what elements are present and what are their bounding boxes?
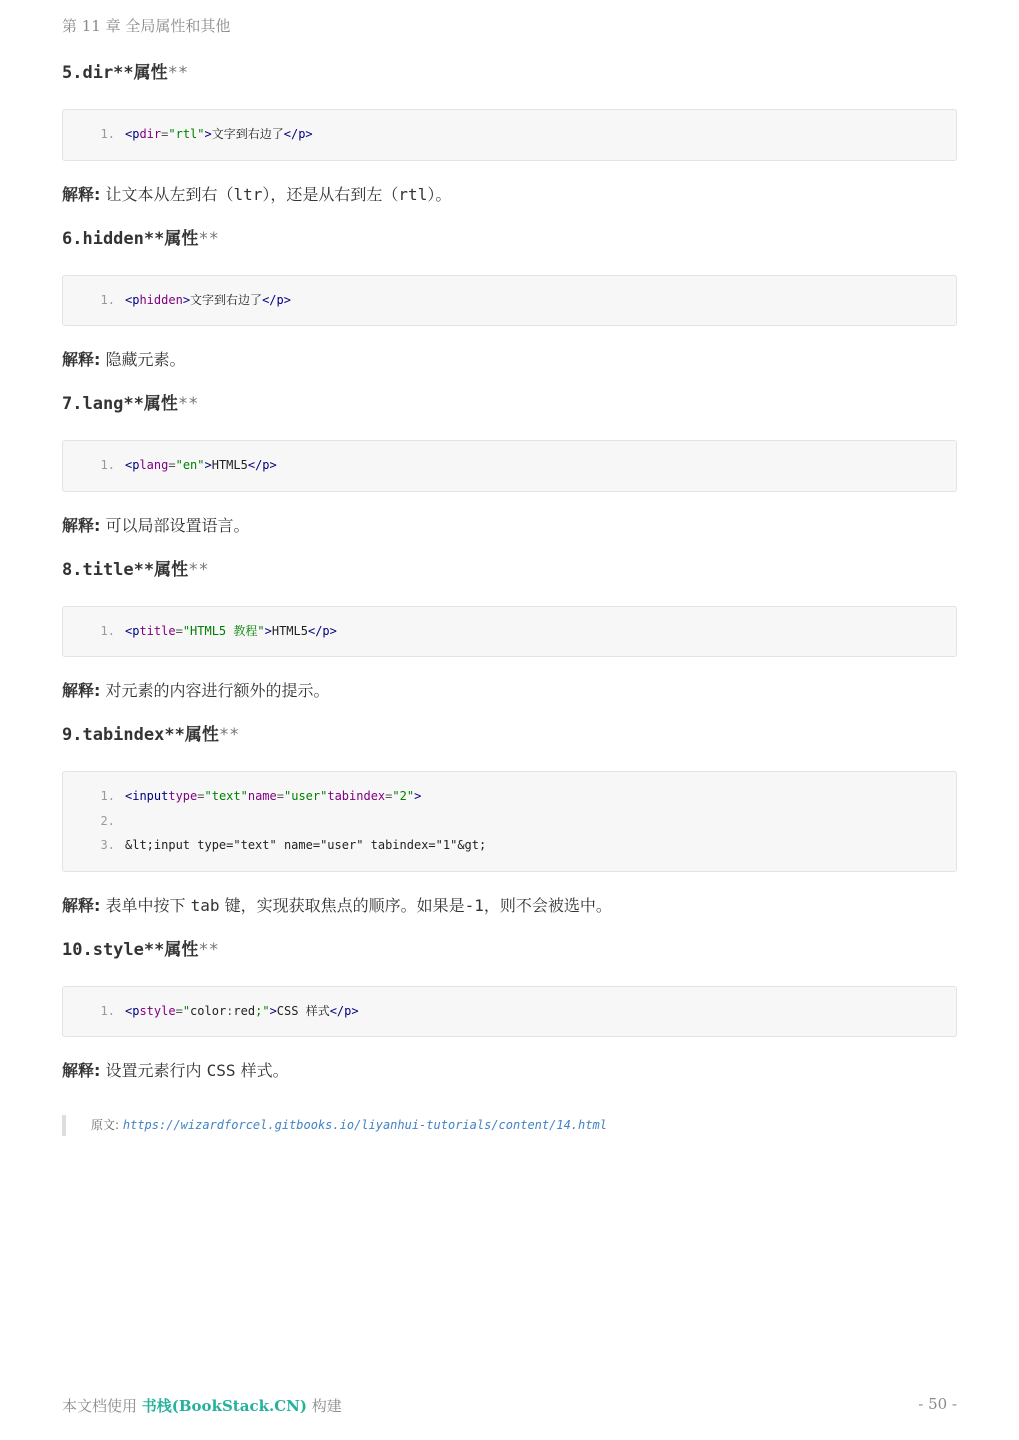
explanation: 解释: 可以局部设置语言。: [62, 515, 250, 535]
bookstack-link[interactable]: 书栈(BookStack.CN): [141, 1397, 307, 1415]
line-number: 3.: [100, 838, 115, 852]
line-number: 1.: [100, 789, 115, 803]
section-lang: [62, 391, 957, 541]
code-line: 1. <p dir = "rtl" > 文字到右边了 </p>: [63, 122, 956, 147]
line-number: 1.: [100, 292, 115, 307]
code-line: 1. <input type = "text" name = "user" tabindex = "2" >: [63, 784, 956, 809]
section-heading: 9.tabindex**属性**: [62, 725, 240, 745]
explanation: 解释: 对元素的内容进行额外的提示。: [62, 681, 330, 700]
section-heading: 8.title**属性**: [62, 559, 209, 580]
explanation: 解释: 让文本从左到右（ltr），还是从右到左（rtl）。: [62, 184, 452, 204]
code-block: [62, 275, 957, 327]
explanation: 解释: 隐藏元素。: [62, 350, 186, 369]
code-line: 1. <p lang = "en" > HTML5 </p>: [63, 453, 956, 478]
line-number: 2.: [100, 813, 115, 828]
line-number: 1.: [100, 458, 115, 472]
line-number: 1.: [100, 1003, 115, 1018]
section-heading: 10.style**属性**: [62, 939, 219, 960]
code-block: [62, 606, 957, 658]
line-number: 1.: [100, 623, 115, 638]
chapter-header: 第 11 章 全局属性和其他: [62, 17, 231, 35]
code-block: [62, 986, 957, 1038]
line-number: 1.: [100, 127, 115, 141]
section-heading: 5.dir**属性**: [62, 63, 189, 83]
code-line: 3. &lt;input type="text" name="user" tabindex="1"&gt;: [63, 833, 956, 858]
explanation: 解释: 设置元素行内 CSS 样式。: [62, 1061, 289, 1080]
code-block: [62, 109, 957, 161]
code-line: 1. <p title = "HTML5 教程" > HTML5 </p>: [63, 619, 956, 644]
code-line: [63, 809, 956, 834]
section-style: [62, 937, 957, 1087]
section-dir: [62, 60, 957, 210]
code-block: [62, 771, 957, 872]
source-quote: 原文: https://wizardforcel.gitbooks.io/liyanhui-tutorials/content/14.html: [62, 1115, 607, 1136]
code-block: [62, 440, 957, 492]
footer-credit: 本文档使用 书栈(BookStack.CN) 构建: [62, 1397, 342, 1415]
section-tabindex: [62, 722, 957, 921]
page-number: - 50 -: [918, 1395, 957, 1413]
section-title: [62, 557, 957, 707]
page-content: [62, 60, 957, 1102]
section-heading: 7.lang**属性**: [62, 394, 199, 414]
section-heading: 6.hidden**属性**: [62, 228, 219, 249]
source-link[interactable]: https://wizardforcel.gitbooks.io/liyanhui-tutorials/content/14.html: [122, 1118, 607, 1132]
explanation: 解释: 表单中按下 tab 键，实现获取焦点的顺序。如果是-1，则不会被选中。: [62, 895, 612, 915]
source-label: 原文: [91, 1118, 116, 1132]
code-line: 1. <p hidden > 文字到右边了 </p>: [63, 288, 956, 313]
code-line: 1. <p style = " color : red ; " > CSS 样式 </p>: [63, 999, 956, 1024]
section-hidden: [62, 226, 957, 376]
